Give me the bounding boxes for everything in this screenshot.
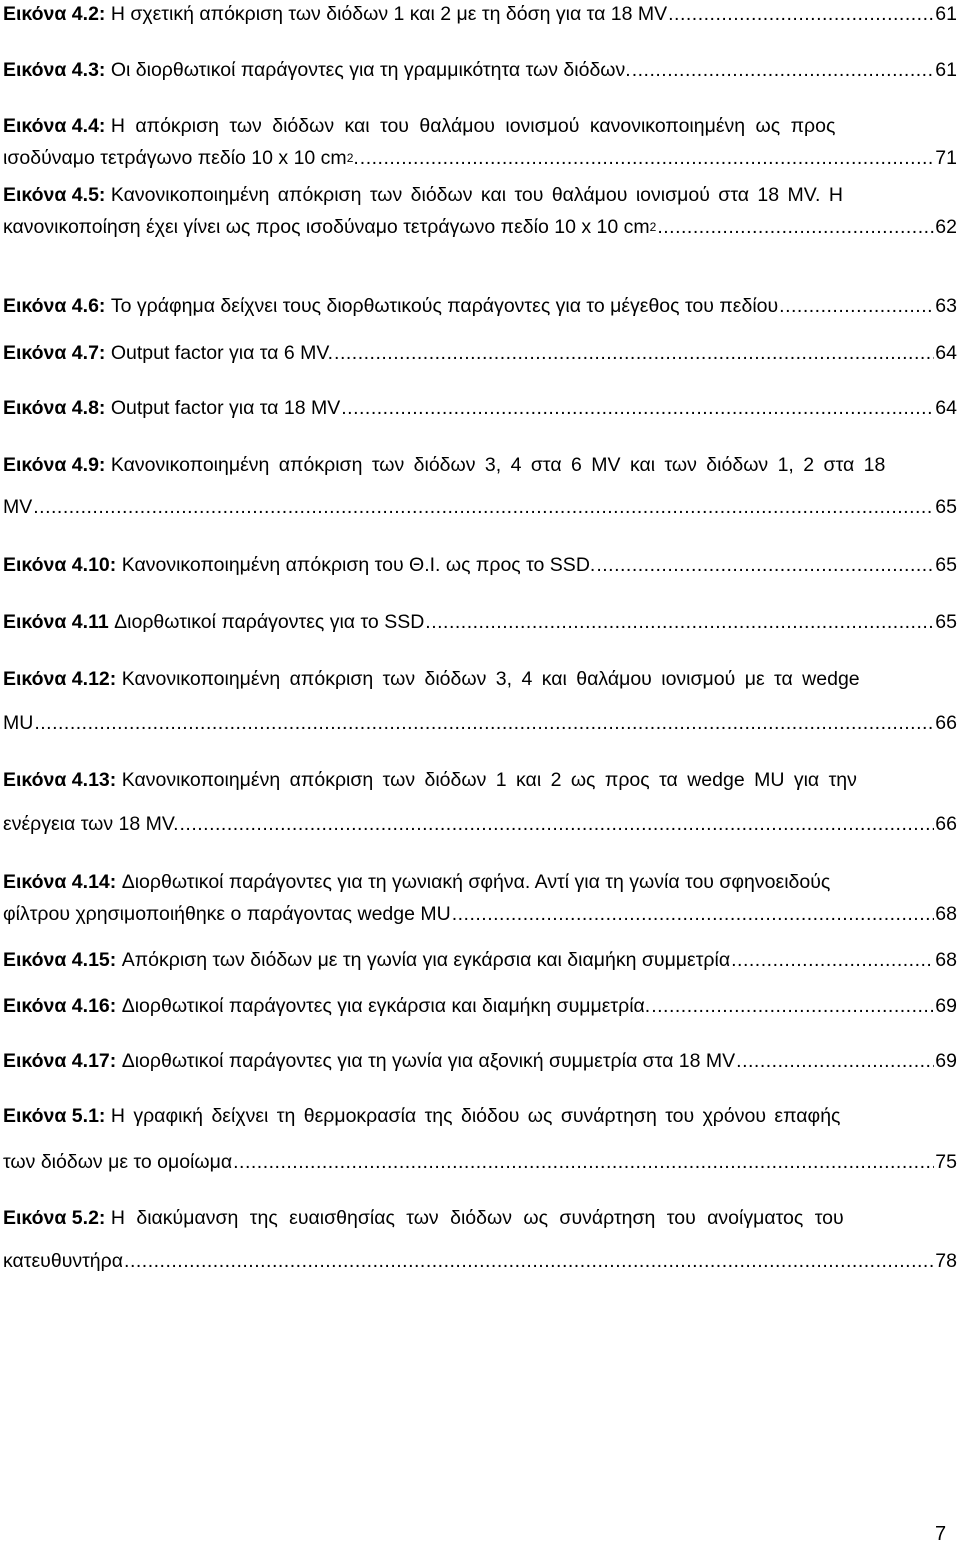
dot-leader [651, 992, 934, 1020]
entry-label: Εικόνα 4.9: [3, 454, 106, 476]
entry-label: Εικόνα 4.3: [3, 59, 106, 81]
entry-title: Η απόκριση των διόδων και του θαλάμου ιονισμού κανονικοποιημένη ως προς [110, 115, 836, 137]
toc-entry[interactable] [3, 992, 957, 1020]
toc-entry[interactable] [3, 292, 957, 320]
page-number: 7 [935, 1523, 947, 1545]
dot-leader [124, 1247, 934, 1275]
entry-page: 69 [935, 1050, 957, 1072]
toc-entry[interactable] [3, 394, 957, 422]
entry-title: Κανονικοποιημένη απόκριση των διόδων 3, 4 στα 6 MV και των διόδων 1, 2 στα 18 [110, 454, 886, 476]
entry-title: Κανονικοποιημένη απόκριση των διόδων και του θαλάμου ιονισμού στα 18 MV. Η [110, 184, 843, 206]
toc-entry[interactable]: Εικόνα 4.5: Κανονικοποιημένη απόκριση των διόδων και του θαλάμου ιονισμού στα 18 MV. Η κανονικοποίηση έχει γίνει ως προς ισοδύναμο τετράγωνο πεδίο 10 x 10 cm $^2$ ..... 62 [3, 181, 957, 241]
entry-title: Διορθωτικοί παράγοντες για εγκάρσια και διαμήκη συμμετρία. [121, 995, 651, 1017]
dot-leader [731, 946, 934, 974]
toc-entry[interactable] [3, 766, 957, 838]
entry-title: Διορθωτικοί παράγοντες για τη γωνιακή σφήνα. Αντί για τη γωνία του σφηνοειδούς [121, 871, 831, 893]
toc-entry[interactable]: Εικόνα 4.4: Η απόκριση των διόδων και του θαλάμου ιονισμού κανονικοποιημένη ως προς ισοδύναμο τετράγωνο πεδίο 10 x 10 cm $^2$ . ..... 71 [3, 112, 957, 172]
entry-page: 62 [935, 216, 957, 238]
entry-page: 61 [935, 59, 957, 81]
entry-title-cont: ενέργεια των 18 MV. [3, 813, 179, 835]
entry-title: Κανονικοποιημένη απόκριση των διόδων 1 και 2 ως προς τα wedge MU για την [121, 769, 857, 791]
dot-leader [33, 493, 934, 521]
toc-entry[interactable] [3, 451, 957, 521]
toc-entry[interactable] [3, 868, 957, 928]
entry-title: Η γραφική δείχνει τη θερμοκρασία της διόδου ως συνάρτηση του χρόνου επαφής [110, 1105, 841, 1127]
dot-leader [34, 709, 934, 737]
entry-page: 68 [935, 949, 957, 971]
entry-page: 64 [935, 342, 957, 364]
entry-title: Διορθωτικοί παράγοντες για τη γωνία για αξονική συμμετρία στα 18 MV [121, 1050, 736, 1072]
entry-page: 68 [935, 903, 957, 925]
dot-leader [657, 213, 934, 241]
entry-title: Οι διορθωτικοί παράγοντες για τη γραμμικότητα των διόδων. [110, 59, 631, 81]
entry-label: Εικόνα 4.15: [3, 949, 117, 971]
entry-label: Εικόνα 5.2: [3, 1207, 106, 1229]
entry-title: Απόκριση των διόδων με τη γωνία για εγκάρσια και διαμήκη συμμετρία [121, 949, 731, 971]
entry-title-cont: κατευθυντήρα [3, 1250, 124, 1272]
entry-page: 66 [935, 712, 957, 734]
entry-title-cont: φίλτρου χρησιμοποιήθηκε ο παράγοντας wedge MU [3, 903, 451, 925]
entry-page: 64 [935, 397, 957, 419]
toc-entry[interactable] [3, 0, 957, 28]
entry-label: Εικόνα 4.12: [3, 668, 117, 690]
dot-leader [452, 900, 935, 928]
dot-leader [668, 0, 934, 28]
entry-title-cont: κανονικοποίηση έχει γίνει ως προς ισοδύναμο τετράγωνο πεδίο 10 x 10 cm [3, 216, 650, 238]
entry-label: Εικόνα 5.1: [3, 1105, 106, 1127]
entry-page: 75 [935, 1151, 957, 1173]
entry-label: Εικόνα 4.16: [3, 995, 117, 1017]
dot-leader [425, 608, 934, 636]
entry-title: Κανονικοποιημένη απόκριση του Θ.Ι. ως προς το SSD. [121, 554, 596, 576]
entry-label: Εικόνα 4.2: [3, 3, 106, 25]
toc-entry[interactable] [3, 1204, 957, 1275]
entry-label: Εικόνα 4.10: [3, 554, 117, 576]
entry-title: Το γράφημα δείχνει τους διορθωτικούς παράγοντες για το μέγεθος του πεδίου [110, 295, 779, 317]
entry-title-cont: των διόδων με το ομοίωμα [3, 1151, 233, 1173]
entry-label: Εικόνα 4.4: [3, 115, 106, 137]
toc-entry[interactable] [3, 1102, 957, 1176]
entry-page: 63 [935, 295, 957, 317]
entry-page: 69 [935, 995, 957, 1017]
entry-label: Εικόνα 4.13: [3, 769, 117, 791]
entry-title: Output factor για τα 18 MV [110, 397, 341, 419]
dot-leader [341, 394, 934, 422]
toc-entry[interactable] [3, 608, 957, 636]
entry-title: Διορθωτικοί παράγοντες για το SSD [114, 611, 425, 633]
entry-page: 65 [935, 554, 957, 576]
entry-title: Κανονικοποιημένη απόκριση των διόδων 3, 4 και θαλάμου ιονισμού με τα wedge [121, 668, 860, 690]
entry-label: Εικόνα 4.5: [3, 184, 106, 206]
toc-entry[interactable] [3, 551, 957, 579]
entry-title: Output factor για τα 6 MV. [110, 342, 334, 364]
toc-entry[interactable] [3, 56, 957, 84]
entry-title: Η σχετική απόκριση των διόδων 1 και 2 με τη δόση για τα 18 MV [110, 3, 668, 25]
entry-title-cont: MU [3, 712, 34, 734]
entry-page: 61 [935, 3, 957, 25]
entry-title-cont: ισοδύναμο τετράγωνο πεδίο 10 x 10 cm [3, 147, 347, 169]
entry-label: Εικόνα 4.14: [3, 871, 117, 893]
toc-entry[interactable] [3, 339, 957, 367]
dot-leader [632, 56, 935, 84]
entry-label: Εικόνα 4.7: [3, 342, 106, 364]
toc-entry[interactable] [3, 1047, 957, 1075]
entry-page: 71 [935, 147, 957, 169]
entry-label: Εικόνα 4.11 [3, 611, 109, 633]
dot-leader [779, 292, 934, 320]
entry-label: Εικόνα 4.8: [3, 397, 106, 419]
dot-leader [233, 1148, 934, 1176]
entry-title: Η διακύμανση της ευαισθησίας των διόδων ως συνάρτηση του ανοίγματος του [110, 1207, 844, 1229]
entry-label: Εικόνα 4.6: [3, 295, 106, 317]
entry-page: 65 [935, 496, 957, 518]
dot-leader [736, 1047, 934, 1075]
toc-entry[interactable] [3, 665, 957, 737]
entry-page: 66 [935, 813, 957, 835]
entry-title-cont: . [353, 147, 359, 169]
entry-label: Εικόνα 4.17: [3, 1050, 117, 1072]
toc-entry[interactable] [3, 946, 957, 974]
dot-leader [360, 144, 935, 172]
entry-page: 78 [935, 1250, 957, 1272]
dot-leader [180, 810, 935, 838]
entry-title-cont: MV [3, 496, 33, 518]
dot-leader [334, 339, 934, 367]
dot-leader [596, 551, 934, 579]
entry-page: 65 [935, 611, 957, 633]
